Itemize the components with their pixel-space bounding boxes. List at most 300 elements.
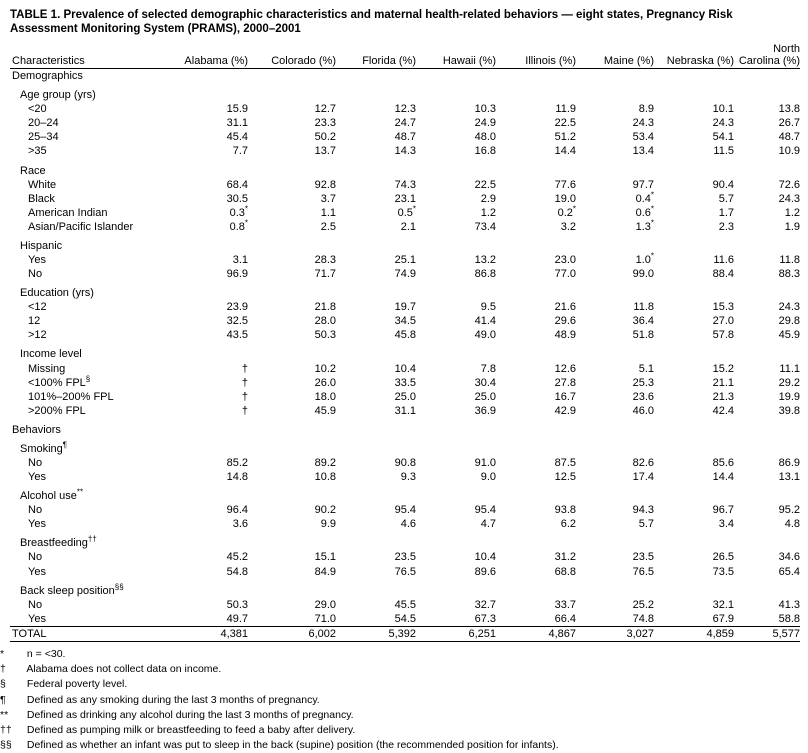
table-total-row (10, 626, 800, 641)
cell-value (416, 347, 496, 361)
cell-value: 4.7 (480, 518, 496, 531)
cell-value: 26.7 (778, 117, 800, 130)
cell-value (168, 536, 248, 550)
row-label: Yes (28, 253, 46, 266)
page-title: TABLE 1. Prevalence of selected demographic characteristics and maternal health-related behaviors — eight states, Pregnancy Risk Assessment Monitoring System (PRAMS), 2000–2001 (10, 9, 733, 36)
cell-value (734, 88, 800, 102)
table-section-row (10, 423, 800, 437)
cell-value: 24.9 (474, 117, 496, 130)
cell-value: 0.8* (229, 218, 248, 233)
cell-value: 25.0 (474, 390, 496, 403)
table-row (10, 130, 800, 144)
cell-value: 68.4 (226, 178, 248, 191)
cell-value (734, 69, 800, 84)
footnote-marker: * (0, 647, 5, 660)
cell-value: 13.7 (314, 145, 336, 158)
cell-value: 31.2 (554, 551, 576, 564)
cell-value: 3.6 (232, 518, 248, 531)
footnote (0, 738, 798, 753)
cell-value: 25.1 (394, 253, 416, 266)
cell-value: 50.3 (226, 598, 248, 611)
cell-value: 48.7 (394, 131, 416, 144)
cell-value: 77.6 (554, 178, 576, 191)
cell-value: 33.7 (554, 598, 576, 611)
cell-value (654, 442, 734, 456)
table-row (10, 116, 800, 130)
cell-value: 24.3 (778, 192, 800, 205)
row-label: Missing (28, 362, 66, 375)
cell-value: 96.7 (712, 504, 734, 517)
cell-value (336, 88, 416, 102)
cell-value (576, 536, 654, 550)
column-header-illinois: Illinois (%) (525, 55, 576, 68)
cell-value: 96.9 (226, 268, 248, 281)
row-label: No (28, 504, 43, 517)
cell-value: 76.5 (394, 565, 416, 578)
cell-value (496, 423, 576, 437)
cell-value: 74.8 (632, 612, 654, 625)
cell-value (416, 584, 496, 598)
table-bottom-rule (10, 641, 800, 643)
cell-value: 1.2 (480, 206, 496, 219)
row-label: Yes (28, 612, 46, 625)
cell-value: 82.6 (632, 456, 654, 469)
cell-value: † (241, 362, 248, 375)
cell-value: 9.0 (480, 471, 496, 484)
cell-value: 23.6 (632, 390, 654, 403)
cell-value (496, 69, 576, 84)
row-label: 20–24 (28, 117, 59, 130)
cell-value: 10.8 (314, 471, 336, 484)
footnote-text: Federal poverty level. (24, 678, 128, 691)
cell-value (336, 239, 416, 253)
cell-value: 15.3 (712, 301, 734, 314)
cell-value (654, 347, 734, 361)
cell-value: 9.5 (480, 301, 496, 314)
cell-value (336, 286, 416, 300)
table-group-row (10, 489, 800, 503)
table-group-row (10, 442, 800, 456)
cell-value: 46.0 (632, 404, 654, 417)
footnote-marker: § (0, 678, 6, 691)
cell-value (576, 239, 654, 253)
cell-value: 54.5 (394, 612, 416, 625)
footnote-marker: † (0, 663, 6, 676)
cell-value (654, 239, 734, 253)
row-label: Yes (28, 518, 46, 531)
header-row (10, 43, 800, 69)
cell-value (654, 286, 734, 300)
cell-value: 45.9 (778, 329, 800, 342)
cell-value: 15.2 (712, 362, 734, 375)
cell-value: 51.8 (632, 329, 654, 342)
table-row (10, 376, 800, 390)
cell-value: 30.5 (226, 192, 248, 205)
cell-value: 23.3 (314, 117, 336, 130)
row-label: <20 (28, 103, 47, 116)
cell-value: 42.9 (554, 404, 576, 417)
cell-value: 29.2 (778, 376, 800, 389)
cell-value: 22.5 (474, 178, 496, 191)
footnote-marker: ¶ (0, 693, 6, 706)
column-header-nebraska: Nebraska (%) (666, 55, 734, 68)
cell-value: 26.5 (712, 551, 734, 564)
table-row (10, 314, 800, 328)
cell-value: 4,867 (496, 626, 576, 641)
cell-value: 12.6 (554, 362, 576, 375)
table-group-row (10, 347, 800, 361)
cell-value: 1.1 (320, 206, 336, 219)
cell-value (496, 239, 576, 253)
cell-value: 9.9 (320, 518, 336, 531)
cell-value: 25.3 (632, 376, 654, 389)
cell-value (168, 584, 248, 598)
cell-value: 29.6 (554, 315, 576, 328)
cell-value: 13.1 (778, 471, 800, 484)
cell-value: 90.2 (314, 504, 336, 517)
cell-value (734, 164, 800, 178)
cell-value: 27.8 (554, 376, 576, 389)
cell-value: 1.0* (635, 251, 654, 266)
cell-value (248, 423, 336, 437)
cell-value (168, 286, 248, 300)
row-label: TOTAL (10, 626, 168, 641)
cell-value: 15.1 (314, 551, 336, 564)
cell-value (496, 442, 576, 456)
cell-value (336, 423, 416, 437)
cell-value: 92.8 (314, 178, 336, 191)
cell-value: 95.4 (394, 504, 416, 517)
table-header (10, 43, 800, 69)
row-label: 12 (28, 315, 41, 328)
cell-value (416, 536, 496, 550)
cell-value: 28.0 (314, 315, 336, 328)
cell-value (734, 423, 800, 437)
cell-value: 13.8 (778, 103, 800, 116)
cell-value: 54.1 (712, 131, 734, 144)
cell-value (336, 347, 416, 361)
cell-value (576, 442, 654, 456)
cell-value: 49.7 (226, 612, 248, 625)
cell-value: 2.1 (400, 220, 416, 233)
cell-value: 36.9 (474, 404, 496, 417)
cell-value: 32.7 (474, 598, 496, 611)
cell-value: 7.8 (480, 362, 496, 375)
prams-table (10, 43, 800, 643)
table-row (10, 144, 800, 158)
cell-value: 32.5 (226, 315, 248, 328)
footnote (0, 662, 798, 677)
row-label: White (28, 178, 57, 191)
cell-value: 5,577 (734, 626, 800, 641)
cell-value: 54.8 (226, 565, 248, 578)
column-header-north-carolina: North Carolina (%) (738, 42, 800, 68)
column-header-hawaii: Hawaii (%) (442, 55, 496, 68)
cell-value: 14.4 (554, 145, 576, 158)
cell-value: 13.4 (632, 145, 654, 158)
column-header-maine: Maine (%) (603, 55, 654, 68)
cell-value: 2.3 (718, 220, 734, 233)
column-header-characteristics: Characteristics (12, 55, 85, 68)
cell-value: 30.4 (474, 376, 496, 389)
cell-value (734, 442, 800, 456)
cell-value: 10.1 (712, 103, 734, 116)
cell-value: 33.5 (394, 376, 416, 389)
cell-value: 29.0 (314, 598, 336, 611)
cell-value: 42.4 (712, 404, 734, 417)
cell-value (168, 239, 248, 253)
cell-value: 0.6* (635, 204, 654, 219)
cell-value (336, 584, 416, 598)
column-header-alabama: Alabama (%) (184, 55, 248, 68)
cell-value (576, 347, 654, 361)
cell-value (576, 584, 654, 598)
cell-value: 76.5 (632, 565, 654, 578)
row-label: <12 (28, 301, 47, 314)
table-group-row (10, 286, 800, 300)
cell-value: 86.9 (778, 456, 800, 469)
cell-value: 67.3 (474, 612, 496, 625)
cell-value: 88.4 (712, 268, 734, 281)
cell-value: 4,381 (168, 626, 248, 641)
cell-value: 26.0 (314, 376, 336, 389)
cell-value: 19.0 (554, 192, 576, 205)
cell-value (248, 347, 336, 361)
cell-value: 41.3 (778, 598, 800, 611)
cell-value: 84.9 (314, 565, 336, 578)
cell-value: 19.7 (394, 301, 416, 314)
cell-value: 36.4 (632, 315, 654, 328)
cell-value: 45.8 (394, 329, 416, 342)
cell-value: 0.3* (229, 204, 248, 219)
cell-value: 4.8 (784, 518, 800, 531)
row-label: 101%–200% FPL (28, 390, 114, 403)
cell-value: 13.2 (474, 253, 496, 266)
cell-value: 31.1 (226, 117, 248, 130)
cell-value: 23.0 (554, 253, 576, 266)
cell-value (734, 584, 800, 598)
cell-value (416, 164, 496, 178)
cell-value: 22.5 (554, 117, 576, 130)
cell-value: 6,251 (416, 626, 496, 641)
cell-value: 74.9 (394, 268, 416, 281)
cell-value: 41.4 (474, 315, 496, 328)
cell-value: 14.3 (394, 145, 416, 158)
cell-value: 6.2 (560, 518, 576, 531)
cell-value: 93.8 (554, 504, 576, 517)
cell-value (248, 442, 336, 456)
cell-value (248, 164, 336, 178)
cell-value: 12.3 (394, 103, 416, 116)
row-label: No (28, 598, 43, 611)
cell-value (248, 239, 336, 253)
cell-value: 90.8 (394, 456, 416, 469)
row-label: Yes (28, 565, 46, 578)
cell-value: 96.4 (226, 504, 248, 517)
cell-value: 11.9 (555, 103, 576, 116)
cell-value (496, 88, 576, 102)
cell-value: 90.4 (712, 178, 734, 191)
cell-value (654, 423, 734, 437)
cell-value: 1.2 (784, 206, 800, 219)
footnote (0, 708, 798, 723)
cell-value: 18.0 (314, 390, 336, 403)
cell-value (168, 423, 248, 437)
cell-value: 25.0 (394, 390, 416, 403)
row-label: Income level (20, 348, 82, 361)
cell-value: 71.7 (314, 268, 336, 281)
cell-value: 10.4 (394, 362, 416, 375)
table-row (10, 253, 800, 267)
cell-value: 91.0 (474, 456, 496, 469)
cell-value: 50.3 (314, 329, 336, 342)
cell-value: 5.7 (718, 192, 734, 205)
cell-value: 31.1 (394, 404, 416, 417)
cell-value: 67.9 (712, 612, 734, 625)
cell-value: 48.9 (554, 329, 576, 342)
cell-value: 23.1 (394, 192, 416, 205)
cell-value: † (241, 376, 248, 389)
cell-value: 34.6 (778, 551, 800, 564)
cell-value: 27.0 (712, 315, 734, 328)
cell-value: 89.6 (474, 565, 496, 578)
row-label: Yes (28, 471, 46, 484)
cell-value (734, 347, 800, 361)
cell-value: 5.1 (638, 362, 654, 375)
cell-value: 24.3 (778, 301, 800, 314)
table-row (10, 390, 800, 404)
row-label: Behaviors (12, 423, 61, 436)
cell-value: 3.2 (560, 220, 576, 233)
cell-value: 6,002 (248, 626, 336, 641)
cell-value: 45.4 (226, 131, 248, 144)
table-row (10, 456, 800, 470)
cell-value: 11.6 (713, 253, 734, 266)
cell-value (416, 489, 496, 503)
cell-value: 12.5 (554, 471, 576, 484)
footnote-marker: †† (0, 724, 12, 737)
cell-value: 3.4 (718, 518, 734, 531)
cell-value: 0.4* (635, 190, 654, 205)
cell-value: 85.2 (226, 456, 248, 469)
cell-value: 39.8 (778, 404, 800, 417)
cell-value (336, 164, 416, 178)
row-label: Asian/Pacific Islander (28, 220, 134, 233)
cell-value: 23.5 (632, 551, 654, 564)
footnote (0, 693, 798, 708)
row-label: <100% FPL§ (28, 373, 91, 389)
cell-value: 11.1 (779, 362, 800, 375)
cell-value (168, 442, 248, 456)
cell-value: 65.4 (778, 565, 800, 578)
table-row (10, 503, 800, 517)
cell-value: 73.5 (712, 565, 734, 578)
row-label: Race (20, 164, 46, 177)
cell-value (654, 88, 734, 102)
cell-value (336, 536, 416, 550)
cell-value (496, 489, 576, 503)
cell-value: 24.3 (632, 117, 654, 130)
cell-value: 28.3 (314, 253, 336, 266)
table-group-row (10, 584, 800, 598)
cell-value (416, 88, 496, 102)
table-group-row (10, 239, 800, 253)
cell-value (336, 489, 416, 503)
cell-value: 3,027 (576, 626, 654, 641)
cell-value: 1.7 (718, 206, 734, 219)
cell-value: 2.9 (480, 192, 496, 205)
table-row (10, 267, 800, 281)
row-label: Age group (yrs) (20, 89, 96, 102)
cell-value: 15.9 (226, 103, 248, 116)
cell-value: 10.3 (474, 103, 496, 116)
footnotes (0, 647, 798, 753)
row-label: American Indian (28, 206, 108, 219)
row-label: No (28, 551, 43, 564)
cell-value (734, 536, 800, 550)
cell-value: 45.9 (314, 404, 336, 417)
cell-value: 21.1 (712, 376, 734, 389)
cell-value: 23.9 (226, 301, 248, 314)
cell-value: 34.5 (394, 315, 416, 328)
cell-value: 14.8 (226, 471, 248, 484)
cell-value: 88.3 (778, 268, 800, 281)
cell-value (734, 239, 800, 253)
cell-value: 77.0 (554, 268, 576, 281)
cell-value: 3.1 (232, 253, 248, 266)
cell-value (654, 69, 734, 84)
row-label: Breastfeeding†† (20, 534, 97, 550)
cell-value: 7.7 (232, 145, 248, 158)
table-group-row (10, 88, 800, 102)
column-header-florida: Florida (%) (362, 55, 416, 68)
footnote (0, 723, 798, 738)
footnote-text: Alabama does not collect data on income. (24, 663, 222, 676)
table-row (10, 206, 800, 220)
cell-value: 68.8 (554, 565, 576, 578)
cell-value (654, 489, 734, 503)
cell-value: 32.1 (712, 598, 734, 611)
cell-value (416, 286, 496, 300)
cell-value: 45.2 (226, 551, 248, 564)
cell-value: 8.9 (638, 103, 654, 116)
cell-value (734, 286, 800, 300)
table-row (10, 612, 800, 627)
cell-value: 9.3 (400, 471, 416, 484)
cell-value (168, 347, 248, 361)
cell-value (496, 164, 576, 178)
cell-value (496, 536, 576, 550)
footnote-text: Defined as whether an infant was put to sleep in the back (supine) position (the recommended position for infants). (24, 739, 559, 752)
cell-value (168, 88, 248, 102)
table-row (10, 102, 800, 116)
cell-value: 12.7 (314, 103, 336, 116)
cell-value: 50.2 (314, 131, 336, 144)
cell-value: 66.4 (554, 612, 576, 625)
cell-value (654, 164, 734, 178)
cell-value: 19.9 (778, 390, 800, 403)
cell-value: 16.8 (474, 145, 496, 158)
cell-value (248, 489, 336, 503)
cell-value (336, 442, 416, 456)
cell-value: 86.8 (474, 268, 496, 281)
cell-value (416, 239, 496, 253)
cell-value: 99.0 (632, 268, 654, 281)
table-section-row (10, 69, 800, 84)
cell-value (654, 536, 734, 550)
cell-value: 45.5 (394, 598, 416, 611)
cell-value: 43.5 (226, 329, 248, 342)
